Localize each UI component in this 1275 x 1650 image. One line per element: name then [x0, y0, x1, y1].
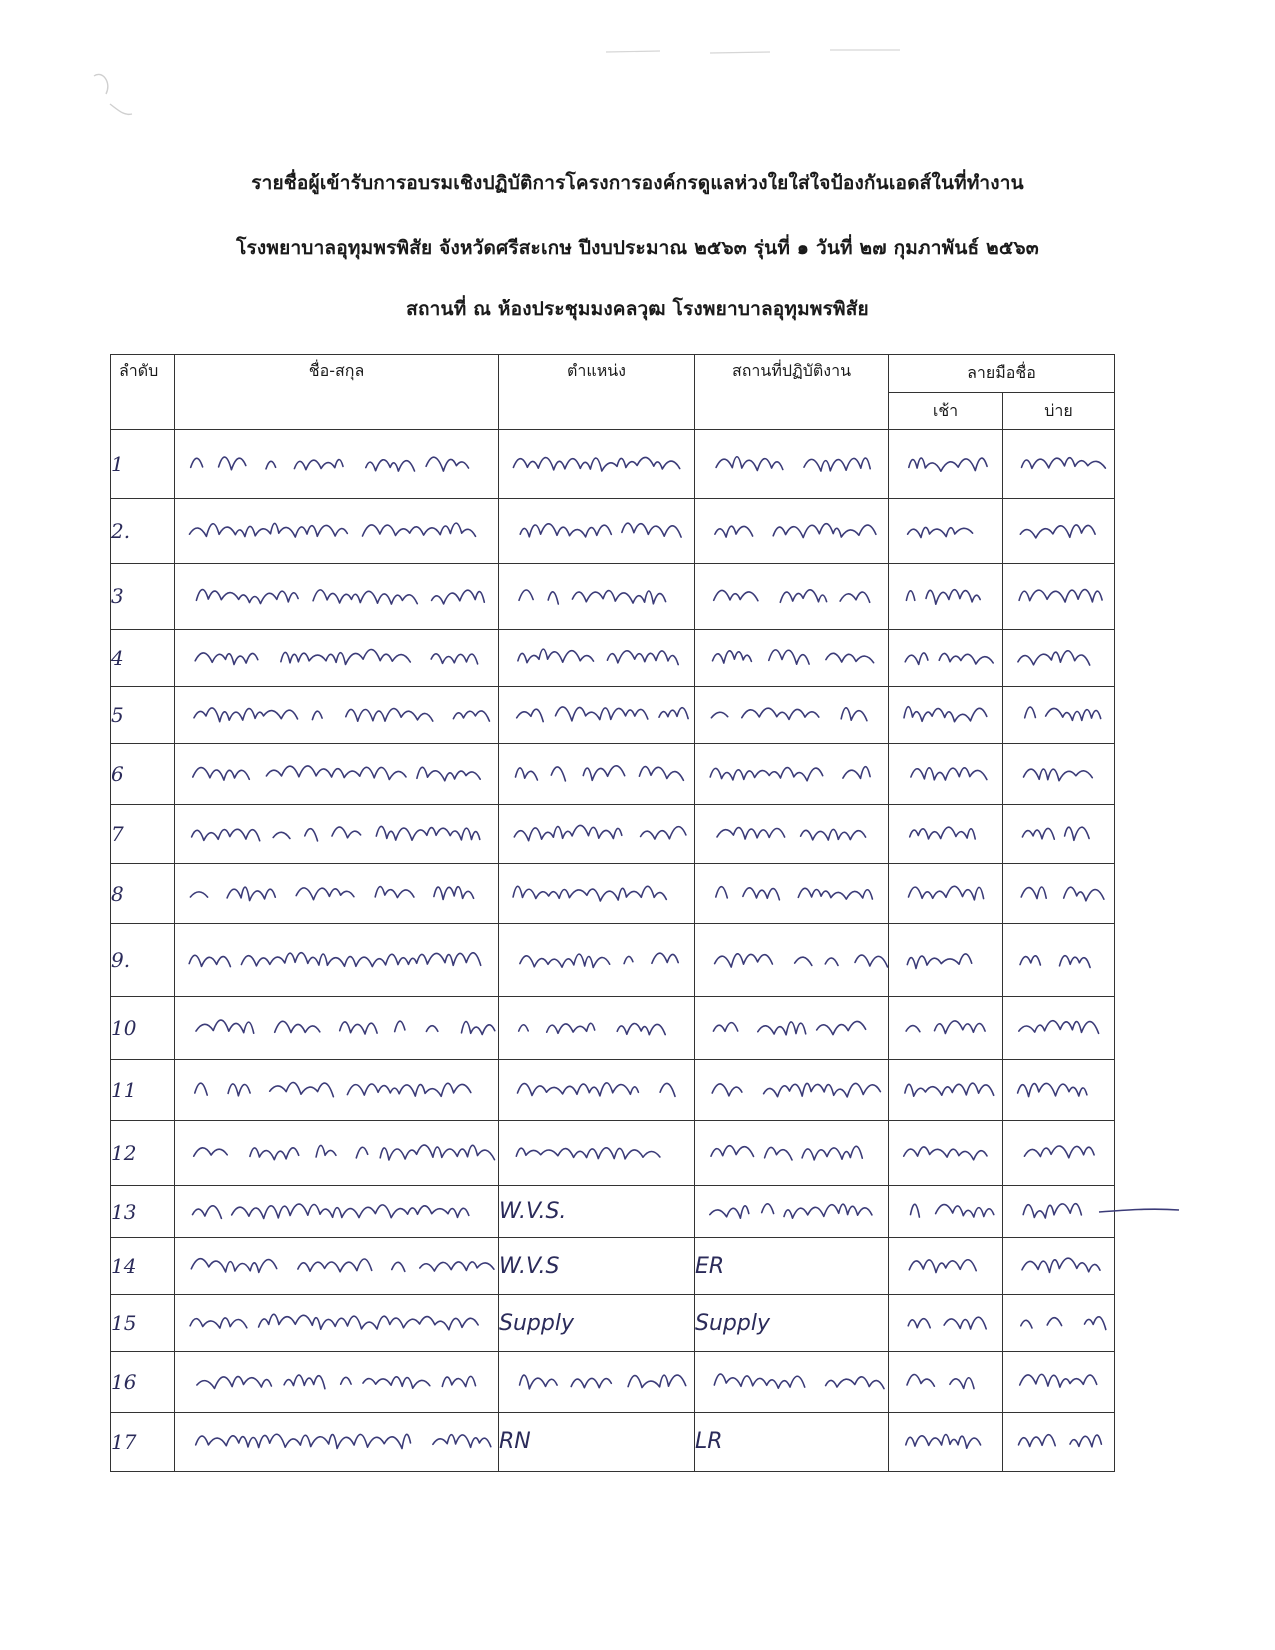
afternoon-cell [1003, 1295, 1115, 1352]
position-cell [499, 1059, 695, 1120]
position-cell [499, 863, 695, 924]
name-cell [175, 430, 499, 499]
handwriting-scribble [1003, 1352, 1114, 1411]
handwriting-scribble [1003, 925, 1114, 996]
morning-cell [889, 924, 1003, 997]
handwriting-scribble [499, 864, 694, 924]
name-cell [175, 1238, 499, 1295]
row-number: 16 [111, 1352, 175, 1413]
handwriting-scribble [889, 499, 1002, 562]
position-cell [499, 924, 695, 997]
row-number: 5 [111, 687, 175, 744]
handwriting-scribble [499, 1060, 694, 1120]
morning-cell [889, 430, 1003, 499]
handwriting-scribble [175, 630, 498, 686]
morning-cell [889, 743, 1003, 804]
handwriting-scribble [889, 997, 1002, 1058]
row-number: 14 [111, 1238, 175, 1295]
workplace-cell: LR [695, 1412, 889, 1471]
handwriting-scribble [695, 744, 888, 804]
morning-cell [889, 1412, 1003, 1471]
handwriting-scribble [175, 564, 498, 630]
position-cell [499, 563, 695, 630]
handwriting-scribble [499, 630, 694, 686]
stray-mark [600, 38, 920, 68]
afternoon-cell [1003, 863, 1115, 924]
handwriting-scribble [889, 1239, 1002, 1295]
workplace-cell [695, 1352, 889, 1413]
stray-mark [88, 64, 148, 124]
table-row [111, 1059, 1115, 1120]
name-cell [175, 997, 499, 1060]
name-cell [175, 1352, 499, 1413]
name-cell [175, 563, 499, 630]
handwriting-scribble [889, 744, 1002, 803]
workplace-cell [695, 1059, 889, 1120]
position-cell [499, 498, 695, 563]
morning-cell [889, 997, 1003, 1060]
table-row [111, 1185, 1115, 1238]
afternoon-cell [1003, 1412, 1115, 1471]
name-cell [175, 863, 499, 924]
handwriting-scribble [1003, 997, 1114, 1058]
table-row [111, 863, 1115, 924]
workplace-cell [695, 997, 889, 1060]
title-line-1: รายชื่อผู้เข้ารับการอบรมเชิงปฏิบัติการโครงการองค์กรดูแลห่วงใยใส่ใจป้องกันเอดส์ในที่ทำงาน [251, 172, 1024, 194]
name-cell [175, 743, 499, 804]
afternoon-cell [1003, 997, 1115, 1060]
workplace-cell [695, 1120, 889, 1185]
handwriting-scribble [695, 630, 888, 686]
position-cell [499, 743, 695, 804]
row-number: 13 [111, 1185, 175, 1238]
handwriting-scribble [1003, 1060, 1114, 1119]
name-cell [175, 1059, 499, 1120]
table-row [111, 804, 1115, 863]
workplace-header: สถานที่ปฏิบัติงาน [695, 355, 889, 430]
handwriting-scribble [175, 1238, 498, 1294]
row-number: 1 [111, 430, 175, 499]
position-header: ตำแหน่ง [499, 355, 695, 430]
handwriting-scribble [499, 744, 694, 804]
row-number: 6 [111, 743, 175, 804]
workplace-cell [695, 743, 889, 804]
handwriting-scribble [1003, 499, 1114, 562]
handwriting-scribble [889, 1413, 1002, 1470]
morning-cell [889, 1059, 1003, 1120]
handwriting-scribble [175, 805, 498, 863]
handwriting-scribble [499, 499, 694, 563]
handwriting-scribble [889, 687, 1002, 743]
row-number: 8 [111, 863, 175, 924]
handwriting-scribble [1003, 631, 1114, 687]
handwriting-scribble [499, 430, 694, 498]
handwriting-scribble [1003, 864, 1114, 923]
name-cell [175, 804, 499, 863]
table-row [111, 1412, 1115, 1471]
handwriting-scribble [695, 1352, 888, 1412]
handwriting-scribble [695, 924, 888, 996]
afternoon-cell [1003, 1352, 1115, 1413]
position-cell: Supply [499, 1295, 695, 1352]
handwriting-scribble [1003, 564, 1114, 629]
handwriting-scribble [499, 687, 694, 743]
afternoon-cell [1003, 804, 1115, 863]
afternoon-cell [1003, 1120, 1115, 1185]
handwriting-scribble [175, 924, 498, 996]
table-row [111, 743, 1115, 804]
row-number: 12 [111, 1120, 175, 1185]
handwriting-scribble [695, 430, 888, 498]
handwriting-scribble [175, 499, 498, 563]
handwriting-scribble [175, 1295, 498, 1351]
handwriting-scribble [175, 1352, 498, 1412]
handwriting-scribble [889, 925, 1002, 996]
handwriting-scribble [889, 564, 1002, 629]
workplace-cell: Supply [695, 1295, 889, 1352]
handwriting-scribble [175, 687, 498, 743]
position-cell [499, 997, 695, 1060]
morning-cell [889, 687, 1003, 744]
handwriting-scribble [1003, 744, 1114, 803]
afternoon-cell [1003, 1059, 1115, 1120]
handwriting-scribble [695, 564, 888, 630]
row-number: 9. [111, 924, 175, 997]
afternoon-cell [1003, 1238, 1115, 1295]
handwriting-scribble [889, 864, 1002, 923]
handwriting-scribble [889, 1060, 1002, 1119]
afternoon-cell [1003, 630, 1115, 687]
handwriting-scribble [499, 1121, 694, 1185]
signature-header: ลายมือชื่อ [889, 355, 1115, 393]
handwriting-scribble [175, 1413, 498, 1471]
morning-cell [889, 1352, 1003, 1413]
handwriting-scribble [175, 1186, 498, 1238]
row-number: 2. [111, 498, 175, 563]
morning-cell [889, 1295, 1003, 1352]
attendance-table [110, 354, 1115, 1472]
morning-cell [889, 630, 1003, 687]
afternoon-cell [1003, 430, 1115, 499]
position-cell: W.V.S [499, 1238, 695, 1295]
row-number: 7 [111, 804, 175, 863]
table-row [111, 430, 1115, 499]
afternoon-cell [1003, 498, 1115, 563]
morning-cell [889, 804, 1003, 863]
row-number: 3 [111, 563, 175, 630]
workplace-cell [695, 863, 889, 924]
workplace-cell [695, 563, 889, 630]
title-line-2: โรงพยาบาลอุทุมพรพิสัย จังหวัดศรีสะเกษ ปีงบประมาณ ๒๕๖๓ รุ่นที่ ๑ วันที่ ๒๗ กุมภาพันธ์ ๒๕๖๓ [236, 237, 1039, 259]
workplace-cell [695, 1185, 889, 1238]
index-header: ลำดับ [111, 355, 175, 430]
handwriting-scribble [889, 1186, 1002, 1238]
row-number: 17 [111, 1412, 175, 1471]
handwriting-scribble [1003, 1295, 1114, 1351]
table-row [111, 1295, 1115, 1352]
row-number: 15 [111, 1295, 175, 1352]
position-cell [499, 687, 695, 744]
handwriting-scribble [499, 805, 694, 863]
handwriting-scribble [889, 631, 1002, 687]
position-cell [499, 430, 695, 499]
morning-cell [889, 498, 1003, 563]
handwriting-scribble [1003, 687, 1114, 743]
handwriting-scribble [695, 997, 888, 1059]
morning-cell [889, 563, 1003, 630]
morning-cell [889, 1238, 1003, 1295]
name-cell [175, 1412, 499, 1471]
handwriting-scribble [889, 805, 1002, 862]
position-cell [499, 630, 695, 687]
afternoon-header: บ่าย [1003, 393, 1115, 430]
name-cell [175, 1120, 499, 1185]
row-number: 4 [111, 630, 175, 687]
name-cell [175, 498, 499, 563]
table-row [111, 630, 1115, 687]
handwriting-scribble [1003, 1413, 1114, 1470]
table-row [111, 563, 1115, 630]
afternoon-cell [1003, 743, 1115, 804]
handwriting-scribble [499, 924, 694, 996]
name-cell [175, 687, 499, 744]
handwriting-scribble [695, 499, 888, 563]
handwriting-scribble [175, 1060, 498, 1120]
name-cell [175, 630, 499, 687]
position-cell [499, 1352, 695, 1413]
afternoon-cell [1003, 563, 1115, 630]
title-line-3: สถานที่ ณ ห้องประชุมมงคลวุฒ โรงพยาบาลอุทุมพรพิสัย [406, 298, 869, 320]
table-row [111, 687, 1115, 744]
name-header: ชื่อ-สกุล [175, 355, 499, 430]
workplace-cell [695, 687, 889, 744]
handwriting-scribble [175, 997, 498, 1059]
handwriting-scribble [175, 430, 498, 498]
table-row [111, 498, 1115, 563]
morning-header: เช้า [889, 393, 1003, 430]
handwriting-scribble [175, 744, 498, 804]
handwriting-scribble [889, 430, 1002, 497]
afternoon-cell [1003, 687, 1115, 744]
handwriting-scribble [889, 1352, 1002, 1411]
row-number: 10 [111, 997, 175, 1060]
stray-mark [1095, 1190, 1185, 1230]
table-row [111, 1120, 1115, 1185]
workplace-cell [695, 630, 889, 687]
table-row [111, 1352, 1115, 1413]
handwriting-scribble [1003, 1121, 1114, 1184]
handwriting-scribble [175, 864, 498, 924]
handwriting-scribble [499, 564, 694, 630]
position-cell: RN [499, 1412, 695, 1471]
row-number: 11 [111, 1059, 175, 1120]
morning-cell [889, 1185, 1003, 1238]
handwriting-scribble [695, 687, 888, 743]
workplace-cell [695, 498, 889, 563]
table-row [111, 924, 1115, 997]
morning-cell [889, 863, 1003, 924]
workplace-cell [695, 430, 889, 499]
handwriting-scribble [499, 1352, 694, 1412]
handwriting-scribble [889, 1295, 1002, 1351]
position-cell [499, 1120, 695, 1185]
position-cell [499, 804, 695, 863]
name-cell [175, 1185, 499, 1238]
handwriting-scribble [1003, 1239, 1114, 1295]
workplace-cell: ER [695, 1238, 889, 1295]
name-cell [175, 1295, 499, 1352]
position-cell: W.V.S. [499, 1185, 695, 1238]
morning-cell [889, 1120, 1003, 1185]
handwriting-scribble [695, 1186, 888, 1238]
workplace-cell [695, 924, 889, 997]
handwriting-scribble [695, 864, 888, 924]
handwriting-scribble [695, 805, 888, 863]
handwriting-scribble [889, 1121, 1002, 1184]
handwriting-scribble [695, 1060, 888, 1120]
handwriting-scribble [1003, 805, 1114, 862]
workplace-cell [695, 804, 889, 863]
afternoon-cell [1003, 924, 1115, 997]
handwriting-scribble [175, 1121, 498, 1185]
handwriting-scribble [695, 1121, 888, 1185]
handwriting-scribble [1003, 430, 1114, 497]
name-cell [175, 924, 499, 997]
table-row [111, 997, 1115, 1060]
table-row [111, 1238, 1115, 1295]
handwriting-scribble [499, 997, 694, 1059]
